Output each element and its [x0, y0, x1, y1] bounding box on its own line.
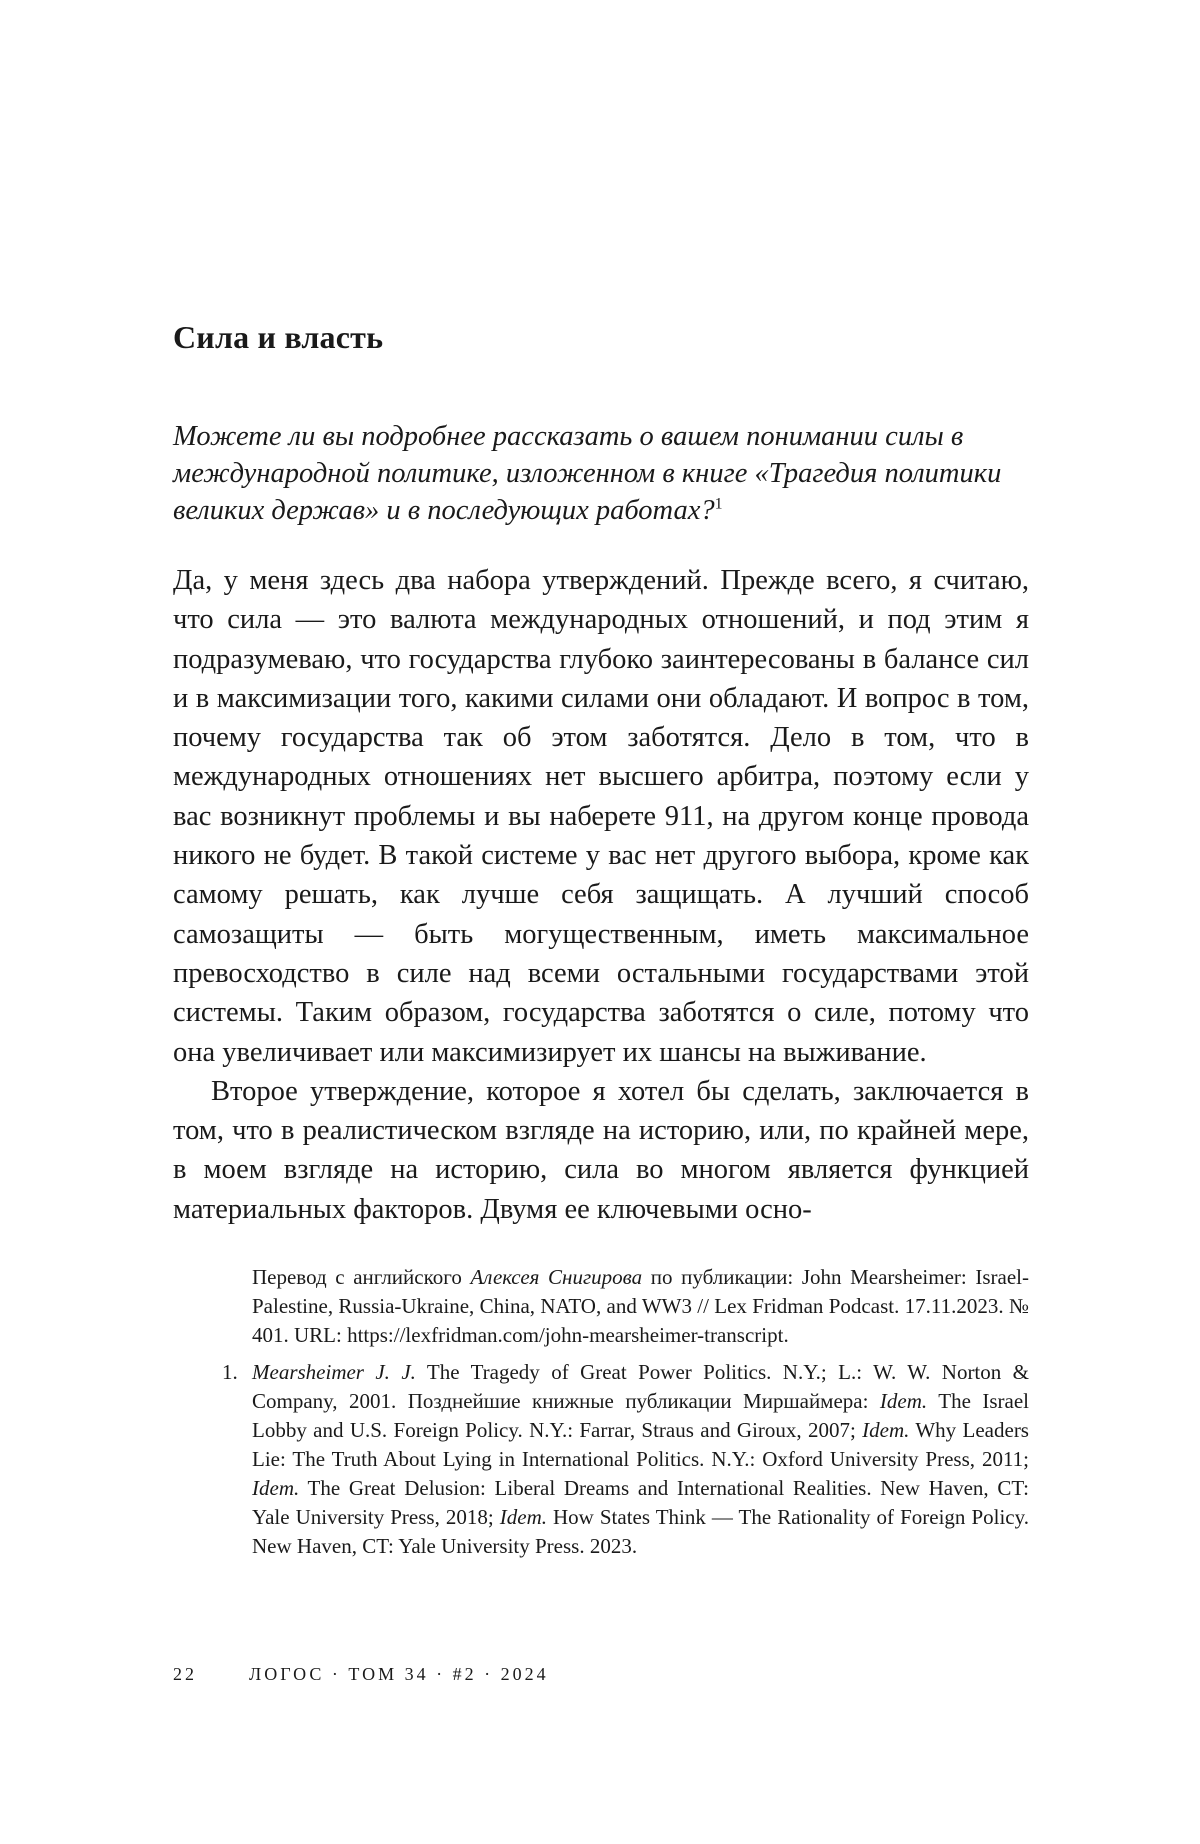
- interview-answer: [173, 561, 1029, 1229]
- interview-question: [173, 418, 1033, 529]
- footnote-number: 1.: [222, 1360, 238, 1384]
- footnotes: [222, 1263, 1029, 1561]
- answer-paragraph-2: Второе утверждение, которое я хотел бы сделать, заключается в том, что в реалистическом взгляде на историю, или, по крайней мере, в моем взгляде на историю, сила во многом является функцией материальных факторов. Двумя ее ключевыми осно-: [173, 1075, 1029, 1225]
- footnote-part: The Great Delusion: Liberal Dreams and International Realities. New Haven, CT: Yale University Press, 2018;: [252, 1476, 1029, 1529]
- footnote-idem: Idem.: [879, 1389, 928, 1413]
- footnote-part: The Tragedy of Great Power Politics. N.Y.; L.: W. W. Norton & Company, 2001. Позднейшие книжные публикации Миршаймера:: [252, 1360, 1029, 1413]
- footnote-1: [222, 1358, 1029, 1561]
- footnote-idem: Idem.: [252, 1476, 300, 1500]
- translation-note: [252, 1263, 1029, 1350]
- journal-running-title: ЛОГОС · ТОМ 34 · #2 · 2024: [249, 1664, 549, 1684]
- footnote-idem: Idem.: [862, 1418, 910, 1442]
- footnote-mark: 1: [714, 495, 723, 513]
- question-text: Можете ли вы подробнее рассказать о вашем понимании силы в международной политике, изложенном в книге «Трагедия политики великих держав» и в последующих работах?: [173, 421, 1002, 526]
- answer-paragraph-1: Да, у меня здесь два набора утверждений. Прежде всего, я считаю, что сила — это валюта международных отношений, и под этим я подразумеваю, что государства глубоко заинтересованы в балансе сил и в максимизации того, какими силами они обладают. И вопрос в том, почему государства так об этом заботятся. Дело в том, что в международных отношениях нет высшего арбитра, поэтому если у вас возникнут проблемы и вы наберете 911, на другом конце провода никого не будет. В такой системе у вас нет другого выбора, кроме как самому решать, как лучше себя защищать. А лучший способ самозащиты — быть могущественным, иметь максимальное превосходство в силе над всеми остальными государствами этой системы. Таким образом, государства заботятся о силе, потому что она увеличивает или максимизирует их шансы на выживание.: [173, 565, 1029, 1068]
- section-heading: Сила и власть: [173, 319, 384, 355]
- footnote-part: The Israel Lobby and U.S. Foreign Policy. N.Y.: Farrar, Straus and Giroux, 2007;: [252, 1389, 1029, 1442]
- footnote-author: Mearsheimer J. J.: [252, 1360, 416, 1384]
- translator-name: Алексея Снигирова: [470, 1265, 643, 1289]
- page-number: 22: [173, 1664, 197, 1684]
- footnote-part: Why Leaders Lie: The Truth About Lying in International Politics. N.Y.: Oxford University Press, 2011;: [252, 1418, 1029, 1471]
- translation-note-source: по публикации: John Mearsheimer: Israel-Palestine, Russia-Ukraine, China, NATO, and WW3 // Lex Fridman Podcast. 17.11.2023. № 401. URL: https://lexfridman.com/john-mearsheimer-transcript.: [252, 1265, 1029, 1347]
- footnote-idem: Idem.: [499, 1505, 547, 1529]
- footnote-1-text: [252, 1358, 1029, 1561]
- page-footer: [173, 1664, 549, 1684]
- translation-note-prefix: Перевод с английского: [252, 1265, 471, 1289]
- footnote-part: How States Think — The Rationality of Foreign Policy. New Haven, CT: Yale University Press. 2023.: [252, 1505, 1029, 1558]
